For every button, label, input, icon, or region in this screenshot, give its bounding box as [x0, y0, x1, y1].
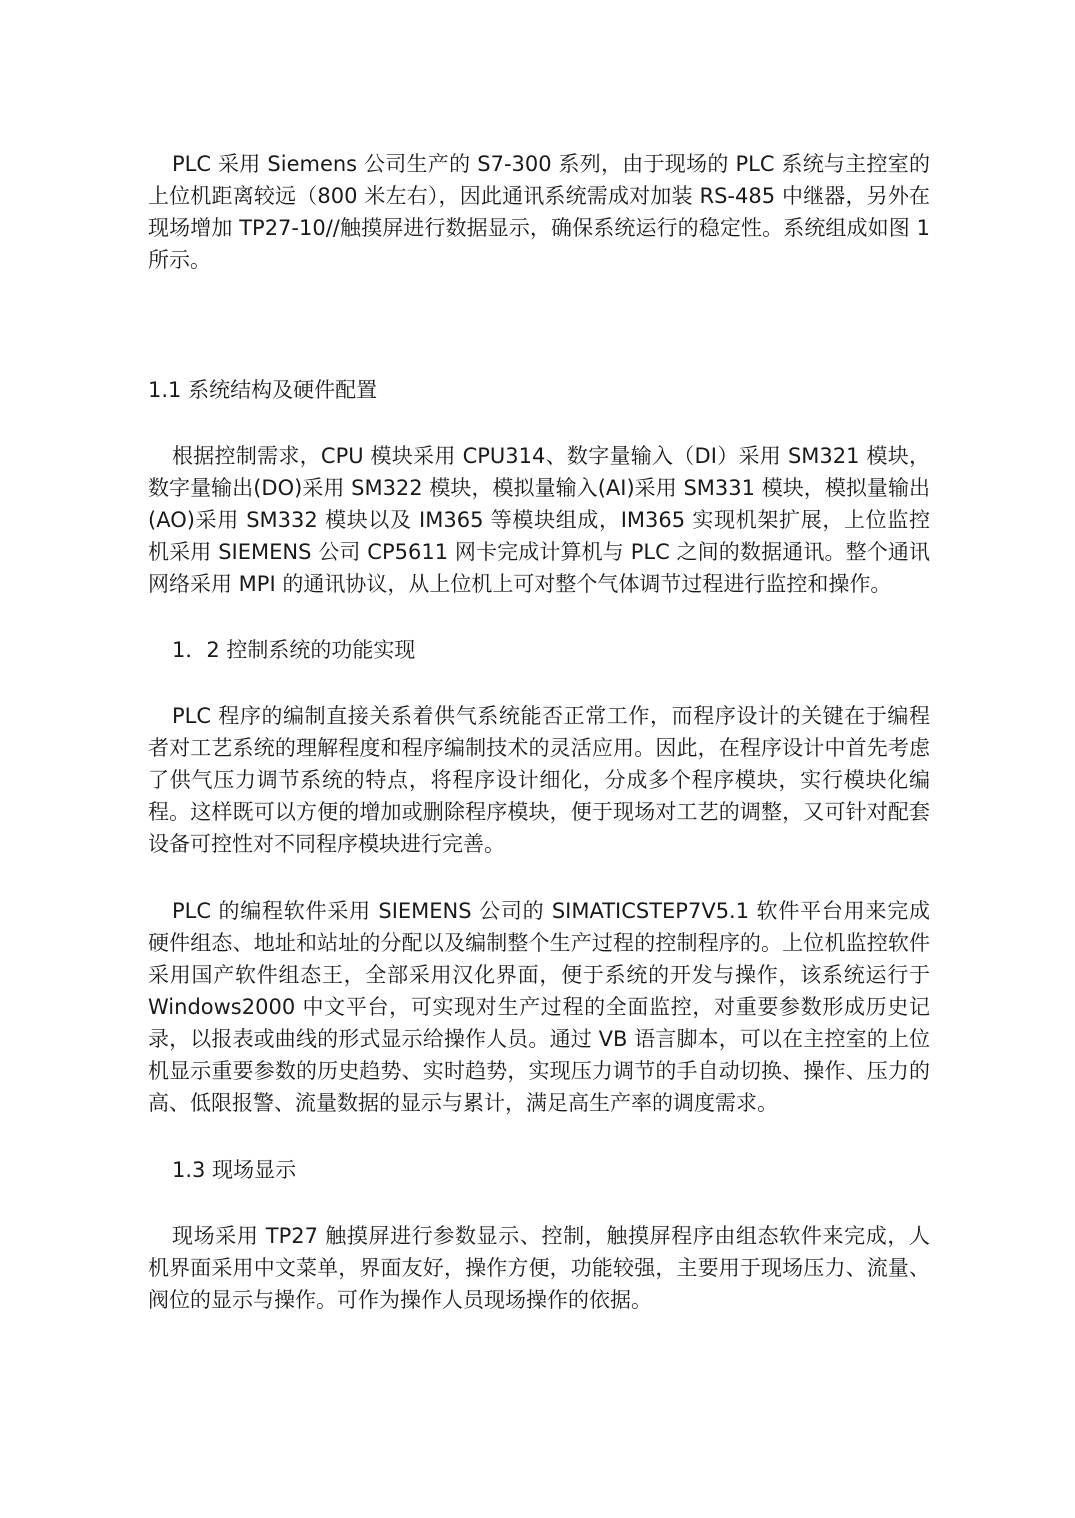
paragraph-hardware-config: 根据控制需求，CPU 模块采用 CPU314、数字量输入（DI）采用 SM321 模块，数字量输出(DO)采用 SM322 模块，模拟量输入(AI)采用 SM331 模块，模拟量输出(AO)采用 SM332 模块以及 IM365 等模块组成，IM365 实现机架扩展，上位监控机采用 SIEMENS 公司 CP5611 网卡完成计算机与 PLC 之间的数据通讯。整个通讯网络采用 MPI 的通讯协议，从上位机上可对整个气体调节过程进行监控和操作。 — [148, 444, 930, 596]
section-heading-1-3: 1.3 现场显示 — [172, 1158, 297, 1182]
paragraph-intro: PLC 采用 Siemens 公司生产的 S7-300 系列，由于现场的 PLC 系统与主控室的上位机距离较远（800 米左右），因此通讯系统需成对加装 RS-485 中继器，另外在现场增加 TP27-10//触摸屏进行数据显示，确保系统运行的稳定性。系统组成如图 1 所示。 — [148, 152, 930, 272]
paragraph-software-platform: PLC 的编程软件采用 SIEMENS 公司的 SIMATICSTEP7V5.1 软件平台用来完成硬件组态、地址和站址的分配以及编制整个生产过程的控制程序的。上位机监控软件采用国产软件组态王，全部采用汉化界面，便于系统的开发与操作，该系统运行于 Windows2000 中文平台，可实现对生产过程的全面监控，对重要参数形成历史记录，以报表或曲线的形式显示给操作人员。通过 VB 语言脚本，可以在主控室的上位机显示重要参数的历史趋势、实时趋势，实现压力调节的手自动切换、操作、压力的高、低限报警、流量数据的显示与累计，满足高生产率的调度需求。 — [148, 899, 930, 1115]
section-heading-1-2: 1．2 控制系统的功能实现 — [172, 638, 416, 662]
paragraph-program-design: PLC 程序的编制直接关系着供气系统能否正常工作，而程序设计的关键在于编程者对工艺系统的理解程度和程序编制技术的灵活应用。因此，在程序设计中首先考虑了供气压力调节系统的特点，将程序设计细化，分成多个程序模块，实行模块化编程。这样既可以方便的增加或删除程序模块，便于现场对工艺的调整，又可针对配套设备可控性对不同程序模块进行完善。 — [148, 704, 930, 856]
paragraph-field-display: 现场采用 TP27 触摸屏进行参数显示、控制，触摸屏程序由组态软件来完成，人机界面采用中文菜单，界面友好，操作方便，功能较强，主要用于现场压力、流量、阀位的显示与操作。可作为操作人员现场操作的依据。 — [148, 1224, 930, 1312]
section-heading-1-1: 1.1 系统结构及硬件配置 — [148, 378, 378, 402]
